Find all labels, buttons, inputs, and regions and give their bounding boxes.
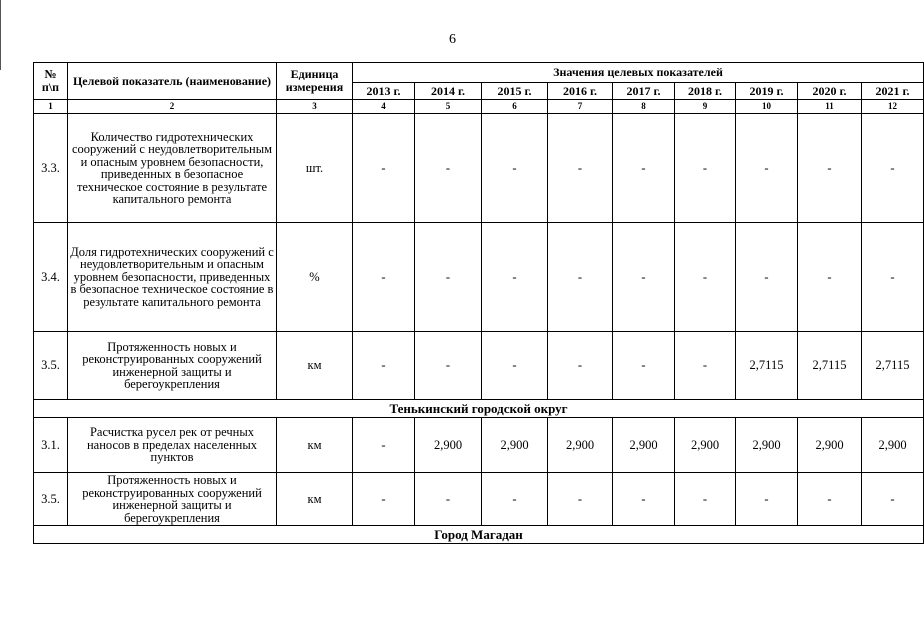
value-cell: - bbox=[548, 332, 613, 400]
table-row bbox=[34, 114, 924, 223]
indicator-name: Протяженность новых и реконструированных сооружений инженерной защиты и берегоукрепления bbox=[68, 473, 277, 526]
value-cell: - bbox=[736, 114, 798, 223]
indicator-name: Количество гидротехнических сооружений с неудовлетворительным и опасным уровнем безопасности, приведенных в безопасное техническое состояние в результате капитального ремонта bbox=[68, 114, 277, 223]
unit: км bbox=[277, 418, 353, 473]
value-cell: 2,7115 bbox=[736, 332, 798, 400]
value-cell: - bbox=[613, 114, 675, 223]
value-cell: 2,900 bbox=[798, 418, 862, 473]
value-cell: - bbox=[353, 418, 415, 473]
value-cell: - bbox=[482, 223, 548, 332]
value-cell: - bbox=[548, 473, 613, 526]
section-header bbox=[34, 400, 924, 418]
value-cell: - bbox=[798, 114, 862, 223]
column-number: 12 bbox=[862, 100, 924, 114]
value-cell: - bbox=[675, 332, 736, 400]
value-cell: - bbox=[736, 223, 798, 332]
unit: км bbox=[277, 332, 353, 400]
value-cell: - bbox=[353, 332, 415, 400]
section-title: Тенькинский городской округ bbox=[34, 400, 924, 418]
value-cell: - bbox=[548, 223, 613, 332]
value-cell: - bbox=[736, 473, 798, 526]
row-number: 3.4. bbox=[34, 223, 68, 332]
header-year: 2017 г. bbox=[613, 83, 675, 100]
header-year: 2016 г. bbox=[548, 83, 613, 100]
value-cell: 2,900 bbox=[482, 418, 548, 473]
section-header bbox=[34, 526, 924, 544]
column-number: 2 bbox=[68, 100, 277, 114]
value-cell: - bbox=[353, 223, 415, 332]
value-cell: - bbox=[675, 114, 736, 223]
value-cell: - bbox=[613, 223, 675, 332]
value-cell: - bbox=[862, 473, 924, 526]
value-cell: - bbox=[613, 332, 675, 400]
unit: шт. bbox=[277, 114, 353, 223]
header-year: 2020 г. bbox=[798, 83, 862, 100]
value-cell: 2,7115 bbox=[862, 332, 924, 400]
value-cell: - bbox=[482, 332, 548, 400]
column-number: 4 bbox=[353, 100, 415, 114]
row-number: 3.5. bbox=[34, 473, 68, 526]
value-cell: - bbox=[613, 473, 675, 526]
header-unit: Единица измерения bbox=[277, 63, 353, 100]
header-year: 2018 г. bbox=[675, 83, 736, 100]
value-cell: 2,900 bbox=[548, 418, 613, 473]
unit: км bbox=[277, 473, 353, 526]
table-row bbox=[34, 332, 924, 400]
column-number: 1 bbox=[34, 100, 68, 114]
header-number: № п\п bbox=[34, 63, 68, 100]
value-cell: 2,7115 bbox=[798, 332, 862, 400]
table-row bbox=[34, 473, 924, 526]
value-cell: - bbox=[353, 114, 415, 223]
value-cell: - bbox=[415, 223, 482, 332]
header-year: 2021 г. bbox=[862, 83, 924, 100]
value-cell: - bbox=[482, 473, 548, 526]
value-cell: - bbox=[482, 114, 548, 223]
value-cell: - bbox=[353, 473, 415, 526]
column-number: 3 bbox=[277, 100, 353, 114]
row-number: 3.3. bbox=[34, 114, 68, 223]
table-row bbox=[34, 418, 924, 473]
page-number: 6 bbox=[449, 32, 456, 47]
row-number: 3.1. bbox=[34, 418, 68, 473]
value-cell: - bbox=[798, 223, 862, 332]
header-year: 2019 г. bbox=[736, 83, 798, 100]
value-cell: - bbox=[415, 114, 482, 223]
value-cell: - bbox=[862, 223, 924, 332]
column-number: 11 bbox=[798, 100, 862, 114]
section-title: Город Магадан bbox=[34, 526, 924, 544]
value-cell: - bbox=[862, 114, 924, 223]
value-cell: - bbox=[675, 473, 736, 526]
header-indicator: Целевой показатель (наименование) bbox=[68, 63, 277, 100]
unit: % bbox=[277, 223, 353, 332]
indicator-name: Протяженность новых и реконструированных сооружений инженерной защиты и берегоукрепления bbox=[68, 332, 277, 400]
header-values: Значения целевых показателей bbox=[353, 63, 924, 83]
value-cell: 2,900 bbox=[862, 418, 924, 473]
target-indicators-table bbox=[33, 62, 924, 544]
column-number: 7 bbox=[548, 100, 613, 114]
indicator-name: Расчистка русел рек от речных наносов в пределах населенных пунктов bbox=[68, 418, 277, 473]
value-cell: - bbox=[415, 332, 482, 400]
indicator-name: Доля гидротехнических сооружений с неудовлетворительным и опасным уровнем безопасности, приведенных в безопасное техническое состояние в результате капитального ремонта bbox=[68, 223, 277, 332]
header-year: 2014 г. bbox=[415, 83, 482, 100]
header-year: 2013 г. bbox=[353, 83, 415, 100]
column-number: 6 bbox=[482, 100, 548, 114]
value-cell: - bbox=[675, 223, 736, 332]
value-cell: - bbox=[798, 473, 862, 526]
value-cell: 2,900 bbox=[736, 418, 798, 473]
table-row bbox=[34, 223, 924, 332]
value-cell: 2,900 bbox=[415, 418, 482, 473]
value-cell: 2,900 bbox=[675, 418, 736, 473]
header-year: 2015 г. bbox=[482, 83, 548, 100]
column-number: 10 bbox=[736, 100, 798, 114]
column-number: 8 bbox=[613, 100, 675, 114]
column-number: 9 bbox=[675, 100, 736, 114]
value-cell: - bbox=[415, 473, 482, 526]
value-cell: 2,900 bbox=[613, 418, 675, 473]
row-number: 3.5. bbox=[34, 332, 68, 400]
value-cell: - bbox=[548, 114, 613, 223]
column-number: 5 bbox=[415, 100, 482, 114]
